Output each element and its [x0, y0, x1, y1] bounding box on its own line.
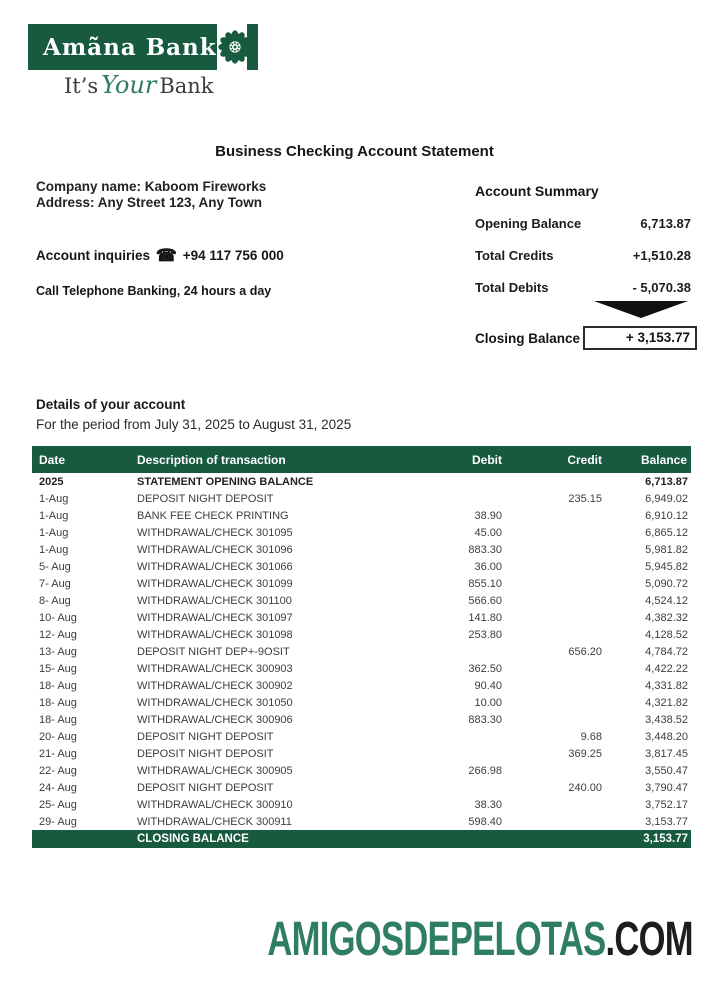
cell-credit: 9.68: [580, 730, 602, 743]
cell-balance: 4,422.22: [645, 662, 688, 675]
table-row: [32, 473, 691, 490]
cell-credit: [502, 677, 602, 694]
cell-debit: 45.00: [474, 526, 502, 539]
cell-debit: 266.98: [468, 764, 502, 777]
cell-date: 20- Aug: [39, 730, 77, 743]
cell-debit: 90.40: [474, 679, 502, 692]
cell-debit: [387, 490, 502, 507]
cell-balance: 3,153.77: [645, 815, 688, 828]
cell-credit: [502, 558, 602, 575]
cell-debit: 10.00: [474, 696, 502, 709]
cell-balance: 6,910.12: [645, 509, 688, 522]
summary-label: Total Credits: [475, 248, 554, 263]
summary-value: +1,510.28: [632, 248, 691, 263]
cell-debit: 36.00: [474, 560, 502, 573]
summary-value: 6,713.87: [640, 216, 691, 231]
cell-debit: [387, 473, 502, 490]
table-header-row: [32, 446, 691, 473]
table-row: [32, 541, 691, 558]
cell-balance: 6,949.02: [645, 492, 688, 505]
statement-title: Business Checking Account Statement: [215, 143, 494, 160]
cell-balance: 3,438.52: [645, 713, 688, 726]
column-header-debit: Debit: [387, 446, 502, 473]
column-header-description: Description of transaction: [132, 446, 387, 473]
table-row: [32, 677, 691, 694]
bank-tagline: [64, 71, 214, 99]
cell-balance: 4,128.52: [645, 628, 688, 641]
closing-balance-row: [32, 830, 691, 848]
table-row: [32, 762, 691, 779]
cell-credit: [502, 609, 602, 626]
account-inquiries-line: [36, 246, 284, 266]
cell-date: 24- Aug: [39, 781, 77, 794]
cell-balance: 4,382.32: [645, 611, 688, 624]
amana-bank-logo: [28, 24, 242, 70]
column-header-credit: Credit: [502, 446, 602, 473]
table-row: [32, 745, 691, 762]
cell-balance: 6,713.87: [645, 475, 688, 488]
closing-balance-value: + 3,153.77: [583, 326, 697, 350]
table-row: [32, 575, 691, 592]
table-row: [32, 779, 691, 796]
cell-debit: [387, 728, 502, 745]
account-summary: [475, 183, 697, 353]
table-row: [32, 660, 691, 677]
address-line: Address: Any Street 123, Any Town: [36, 195, 263, 210]
cell-description: WITHDRAWAL/CHECK 301095: [137, 526, 293, 539]
cell-balance: 3,817.45: [645, 747, 688, 760]
cell-credit: 240.00: [568, 781, 602, 794]
table-row: [32, 813, 691, 830]
cell-date: 7- Aug: [39, 577, 71, 590]
cell-balance: 5,981.82: [645, 543, 688, 556]
cell-debit: 38.30: [474, 798, 502, 811]
summary-row-total-debits: [475, 280, 691, 295]
cell-description: WITHDRAWAL/CHECK 300906: [137, 713, 293, 726]
table-row: [32, 558, 691, 575]
cell-description: WITHDRAWAL/CHECK 301098: [137, 628, 293, 641]
cell-debit: 598.40: [468, 815, 502, 828]
cell-debit: 883.30: [468, 543, 502, 556]
cell-description: STATEMENT OPENING BALANCE: [137, 475, 314, 488]
cell-balance: 4,321.82: [645, 696, 688, 709]
cell-credit: 369.25: [568, 747, 602, 760]
transactions-table-wrap: [32, 446, 691, 848]
cell-description: WITHDRAWAL/CHECK 301096: [137, 543, 293, 556]
summary-value: - 5,070.38: [632, 280, 691, 295]
table-row: [32, 626, 691, 643]
cell-credit: [502, 575, 602, 592]
column-header-date: Date: [32, 446, 132, 473]
summary-row-opening-balance: [475, 216, 691, 231]
cell-balance: 5,090.72: [645, 577, 688, 590]
cell-credit: [502, 813, 602, 830]
cell-description: WITHDRAWAL/CHECK 301066: [137, 560, 293, 573]
cell-description: BANK FEE CHECK PRINTING: [137, 509, 289, 522]
inquiries-label: Account inquiries: [36, 248, 151, 263]
watermark-tld: .COM: [605, 913, 693, 966]
summary-row-total-credits: [475, 248, 691, 263]
cell-credit: 235.15: [568, 492, 602, 505]
cell-credit: [502, 524, 602, 541]
cell-description: WITHDRAWAL/CHECK 300910: [137, 798, 293, 811]
cell-date: [32, 830, 132, 848]
cell-description: WITHDRAWAL/CHECK 300905: [137, 764, 293, 777]
table-row: [32, 728, 691, 745]
cell-date: 22- Aug: [39, 764, 77, 777]
cell-credit: [502, 762, 602, 779]
table-row: [32, 643, 691, 660]
cell-credit: [502, 626, 602, 643]
cell-debit: 253.80: [468, 628, 502, 641]
cell-credit: [502, 507, 602, 524]
cell-debit: [387, 779, 502, 796]
cell-balance: 4,331.82: [645, 679, 688, 692]
down-arrow-icon: [594, 301, 688, 318]
cell-balance: 3,752.17: [645, 798, 688, 811]
cell-balance: 3,448.20: [645, 730, 688, 743]
cell-balance: 5,945.82: [645, 560, 688, 573]
details-heading: Details of your account: [36, 397, 186, 412]
cell-date: 13- Aug: [39, 645, 77, 658]
cell-date: 29- Aug: [39, 815, 77, 828]
cell-debit: [387, 745, 502, 762]
summary-label: Opening Balance: [475, 216, 582, 231]
cell-date: 12- Aug: [39, 628, 77, 641]
cell-description: WITHDRAWAL/CHECK 301099: [137, 577, 293, 590]
closing-balance-label: Closing Balance: [475, 331, 581, 346]
cell-date: 8- Aug: [39, 594, 71, 607]
cell-balance: 4,524.12: [645, 594, 688, 607]
logo-accent-strip: [247, 24, 258, 70]
table-row: [32, 592, 691, 609]
cell-description: DEPOSIT NIGHT DEP+-9OSIT: [137, 645, 290, 658]
cell-date: 1-Aug: [39, 492, 69, 505]
table-row: [32, 694, 691, 711]
cell-description: WITHDRAWAL/CHECK 301050: [137, 696, 293, 709]
cell-credit: [502, 660, 602, 677]
cell-balance: 3,790.47: [645, 781, 688, 794]
tagline-bank: Bank: [159, 74, 214, 98]
cell-description: WITHDRAWAL/CHECK 300911: [137, 815, 292, 828]
statement-period: For the period from July 31, 2025 to August 31, 2025: [36, 417, 352, 432]
cell-credit: [502, 592, 602, 609]
telephone-icon: ☎: [155, 246, 177, 265]
cell-date: 25- Aug: [39, 798, 77, 811]
cell-credit: [502, 541, 602, 558]
cell-credit: [502, 473, 602, 490]
site-watermark: [268, 912, 693, 967]
cell-date: 5- Aug: [39, 560, 71, 573]
cell-debit: 883.30: [468, 713, 502, 726]
watermark-brand: AMIGOSDEPELOTAS: [267, 913, 606, 966]
cell-debit: 566.60: [468, 594, 502, 607]
cell-date: 1-Aug: [39, 543, 69, 556]
cell-date: 21- Aug: [39, 747, 77, 760]
cell-credit: [502, 694, 602, 711]
cell-debit: 38.90: [474, 509, 502, 522]
telephone-banking-line: Call Telephone Banking, 24 hours a day: [36, 284, 272, 298]
cell-description: WITHDRAWAL/CHECK 300902: [137, 679, 293, 692]
cell-date: 10- Aug: [39, 611, 77, 624]
table-row: [32, 507, 691, 524]
column-header-balance: Balance: [602, 446, 691, 473]
cell-date: 2025: [39, 475, 64, 488]
cell-date: 18- Aug: [39, 679, 77, 692]
cell-description: DEPOSIT NIGHT DEPOSIT: [137, 492, 274, 505]
cell-debit: [387, 643, 502, 660]
cell-date: 1-Aug: [39, 509, 69, 522]
cell-debit: 141.80: [468, 611, 502, 624]
table-row: [32, 524, 691, 541]
closing-row-balance: 3,153.77: [602, 830, 691, 848]
cell-description: DEPOSIT NIGHT DEPOSIT: [137, 747, 274, 760]
cell-balance: 6,865.12: [645, 526, 688, 539]
cell-balance: 4,784.72: [645, 645, 688, 658]
summary-label: Total Debits: [475, 280, 549, 295]
table-row: [32, 711, 691, 728]
cell-debit: 855.10: [468, 577, 502, 590]
cell-date: 18- Aug: [39, 696, 77, 709]
cell-description: DEPOSIT NIGHT DEPOSIT: [137, 730, 274, 743]
customer-info: [36, 179, 266, 211]
cell-date: 18- Aug: [39, 713, 77, 726]
tagline-its: It’s: [64, 74, 99, 98]
phone-number: +94 117 756 000: [182, 248, 284, 263]
account-summary-heading: Account Summary: [475, 183, 599, 199]
transactions-table: [32, 446, 691, 848]
cell-date: 1-Aug: [39, 526, 69, 539]
cell-balance: 3,550.47: [645, 764, 688, 777]
table-row: [32, 796, 691, 813]
cell-description: WITHDRAWAL/CHECK 301100: [137, 594, 292, 607]
cell-credit: [502, 796, 602, 813]
table-row: [32, 490, 691, 507]
bank-name: Amãna Bank: [43, 33, 217, 61]
cell-date: 15- Aug: [39, 662, 77, 675]
cell-description: WITHDRAWAL/CHECK 301097: [137, 611, 293, 624]
table-row: [32, 609, 691, 626]
cell-description: WITHDRAWAL/CHECK 300903: [137, 662, 293, 675]
cell-description: DEPOSIT NIGHT DEPOSIT: [137, 781, 274, 794]
cell-credit: [502, 711, 602, 728]
cell-credit: 656.20: [568, 645, 602, 658]
tagline-your: Your: [101, 71, 157, 99]
closing-row-label: CLOSING BALANCE: [132, 830, 387, 848]
cell-debit: 362.50: [468, 662, 502, 675]
company-name-line: Company name: Kaboom Fireworks: [36, 179, 267, 194]
